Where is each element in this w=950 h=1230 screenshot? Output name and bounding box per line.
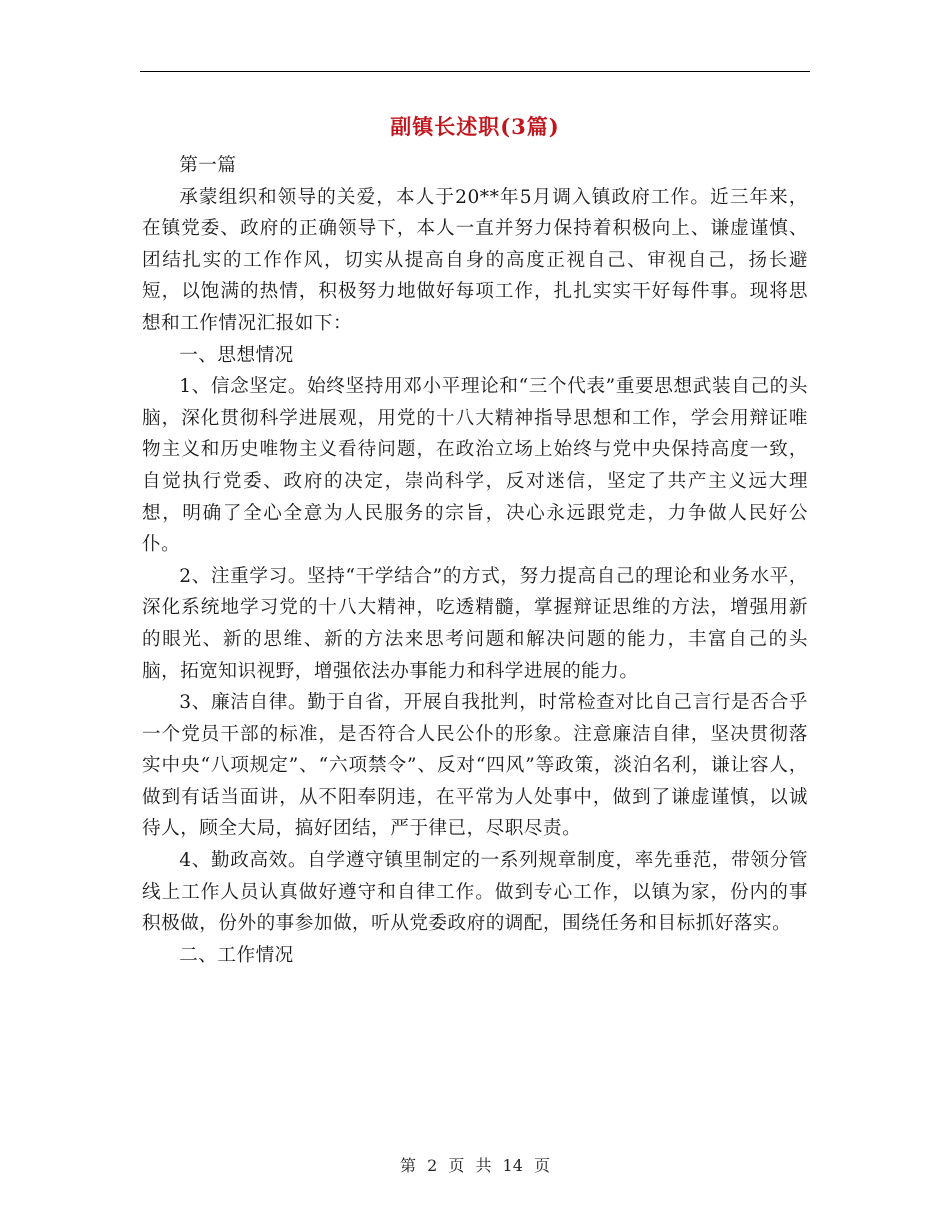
page-footer: 第 2 页 共 14 页 xyxy=(400,1156,550,1175)
paragraph-study: 2、注重学习。坚持“干学结合”的方式，努力提高自己的理论和业务水平，深化系统地学习党的十八大精神，吃透精髓，掌握辩证思维的方法，增强用新的眼光、新的思维、新的方法来思考问题和解决问题的能力，丰富自己的头脑，拓宽知识视野，增强依法办事能力和科学进展的能力。 xyxy=(142,565,808,682)
intro-paragraph: 承蒙组织和领导的关爱，本人于20**年5月调入镇政府工作。近三年来，在镇党委、政府的正确领导下，本人一直并努力保持着积极向上、谦虚谨慎、团结扎实的工作作风，切实从提高自身的高度正视自己、审视自己，扬长避短，以饱满的热情，积极努力地做好每项工作，扎扎实实干好每件事。现将思想和工作情况汇报如下： xyxy=(142,186,808,334)
paragraph-belief: 1、信念坚定。始终坚持用邓小平理论和“三个代表”重要思想武装自己的头脑，深化贯彻科学进展观，用党的十八大精神指导思想和工作，学会用辩证唯物主义和历史唯物主义看待问题，在政治立场上始终与党中央保持高度一致，自觉执行党委、政府的决定，崇尚科学，反对迷信，坚定了共产主义远大理想，明确了全心全意为人民服务的宗旨，决心永远跟党走，力争做人民好公仆。 xyxy=(142,376,808,556)
header-rule xyxy=(140,71,810,72)
section-heading-work: 二、工作情况 xyxy=(179,944,294,966)
document-title: 副镇长述职(3篇) xyxy=(390,114,560,139)
paragraph-diligence: 4、勤政高效。自学遵守镇里制定的一系列规章制度，率先垂范，带领分管线上工作人员认真做好遵守和自律工作。做到专心工作，以镇为家，份内的事积极做，份外的事参加做，听从党委政府的调配，围绕任务和目标抓好落实。 xyxy=(142,850,808,935)
paragraph-integrity: 3、廉洁自律。勤于自省，开展自我批判，时常检查对比自己言行是否合乎一个党员干部的标准，是否符合人民公仆的形象。注意廉洁自律，坚决贯彻落实中央“八项规定”、“六项禁令”、反对“四风”等政策，淡泊名利，谦让容人，做到有话当面讲，从不阳奉阴违，在平常为人处事中，做到了谦虚谨慎，以诚待人，顾全大局，搞好团结，严于律已，尽职尽责。 xyxy=(142,692,808,840)
document-body xyxy=(142,150,808,971)
section-heading-part-one: 第一篇 xyxy=(179,155,237,176)
section-heading-thought: 一、思想情况 xyxy=(179,344,294,366)
